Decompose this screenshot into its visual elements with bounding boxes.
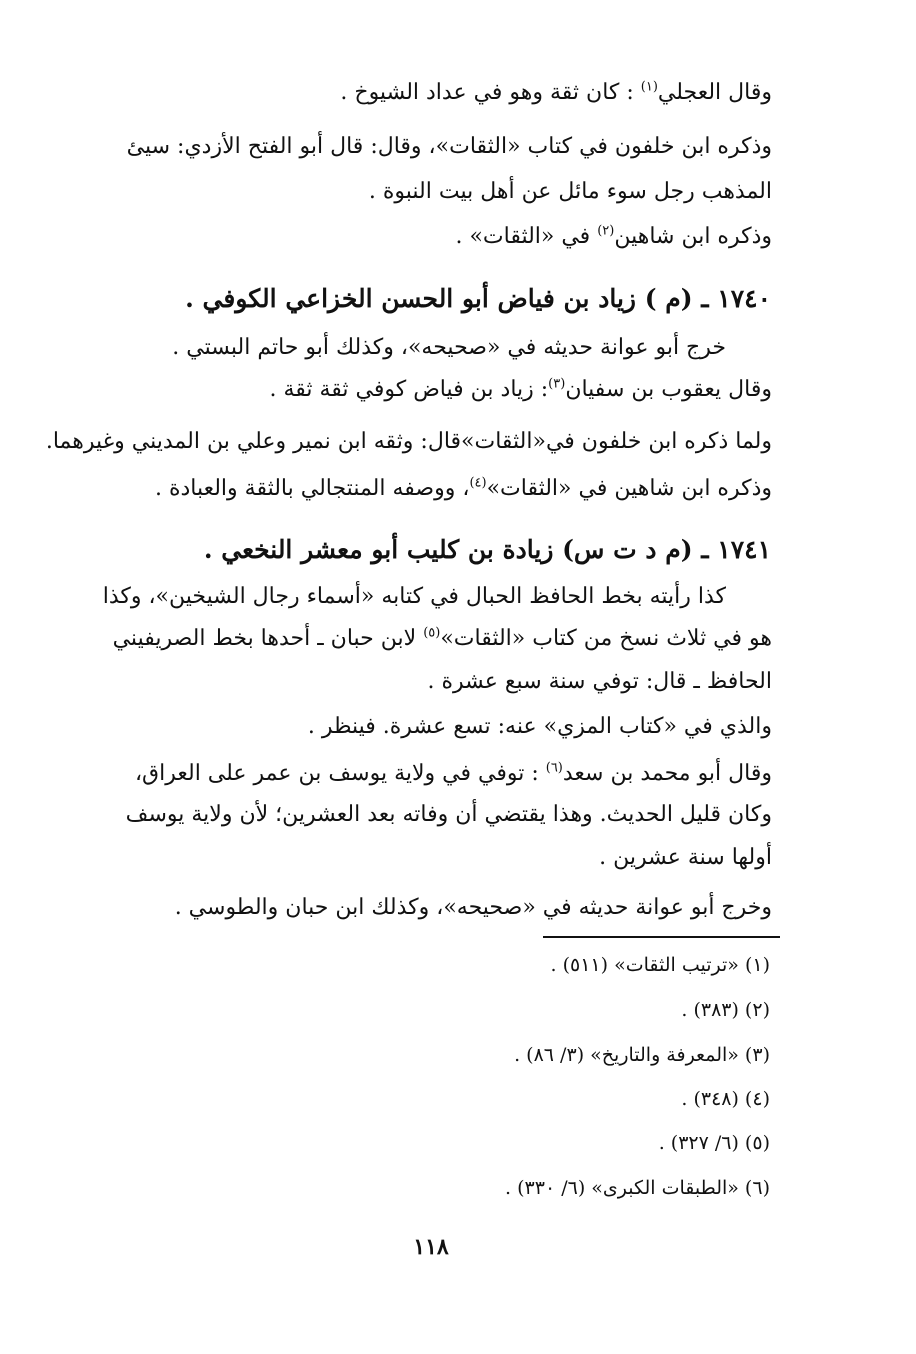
body-line-1: وقال العجلي$^{(١)}$ : كان ثقة وهو في عداد الشيوخ . [340, 79, 772, 105]
body-line-8: ولما ذكره ابن خلفون في«الثقات»قال: وثقه ابن نمير وعلي بن المديني وغيرهما. [45, 429, 772, 454]
footnote-4: (٤) (٣٤٨) . [681, 1088, 770, 1110]
body-line-11: كذا رأيته بخط الحافظ الحبال في كتابه «أسماء رجال الشيخين»، وكذا [102, 584, 726, 609]
footnote-2: (٢) (٣٨٣) . [681, 999, 770, 1021]
body-line-6: خرج أبو عوانة حديثه في «صحيحه»، وكذلك أبو حاتم البستي . [172, 335, 726, 360]
body-line-4: وذكره ابن شاهين$^{(٢)}$ في «الثقات» . [455, 223, 772, 249]
footnote-3: (٣) «المعرفة والتاريخ» (٣/ ٨٦) . [514, 1044, 770, 1066]
page-number: ١١٨ [413, 1234, 449, 1260]
entry-heading-1740: ١٧٤٠ ـ (م ) زياد بن فياض أبو الحسن الخزاعي الكوفي . [185, 284, 771, 313]
entry-heading-1741: ١٧٤١ ـ (م د ت س) زيادة بن كليب أبو معشر النخعي . [203, 535, 771, 564]
body-line-3: المذهب رجل سوء مائل عن أهل بيت النبوة . [368, 179, 772, 204]
footnote-6: (٦) «الطبقات الكبرى» (٦/ ٣٣٠) . [505, 1177, 770, 1199]
body-line-2: وذكره ابن خلفون في كتاب «الثقات»، وقال: قال أبو الفتح الأزدي: سيئ [126, 134, 772, 159]
body-line-18: وخرج أبو عوانة حديثه في «صحيحه»، وكذلك ابن حبان والطوسي . [174, 895, 772, 920]
body-line-12: هو في ثلاث نسخ من كتاب «الثقات»$^{(٥)}$ لابن حبان ـ أحدها بخط الصريفيني [112, 625, 772, 651]
body-line-9: وذكره ابن شاهين في «الثقات»$^{(٤)}$، ووصفه المنتجالي بالثقة والعبادة . [154, 475, 772, 501]
body-line-17: أولها سنة عشرين . [599, 845, 772, 870]
body-line-16: وكان قليل الحديث. وهذا يقتضي أن وفاته بعد العشرين؛ لأن ولاية يوسف [125, 802, 772, 827]
footnote-separator [543, 936, 780, 938]
footnote-5: (٥) (٦/ ٣٢٧) . [658, 1132, 770, 1154]
body-line-15: وقال أبو محمد بن سعد$^{(٦)}$ : توفي في ولاية يوسف بن عمر على العراق، [134, 760, 772, 786]
body-line-14: والذي في «كتاب المزي» عنه: تسع عشرة. فينظر . [307, 714, 772, 739]
body-line-7: وقال يعقوب بن سفيان$^{(٣)}$: زياد بن فياض كوفي ثقة ثقة . [269, 376, 772, 402]
footnote-1: (١) «ترتيب الثقات» (٥١١) . [550, 954, 770, 976]
body-line-13: الحافظ ـ قال: توفي سنة سبع عشرة . [427, 669, 772, 694]
